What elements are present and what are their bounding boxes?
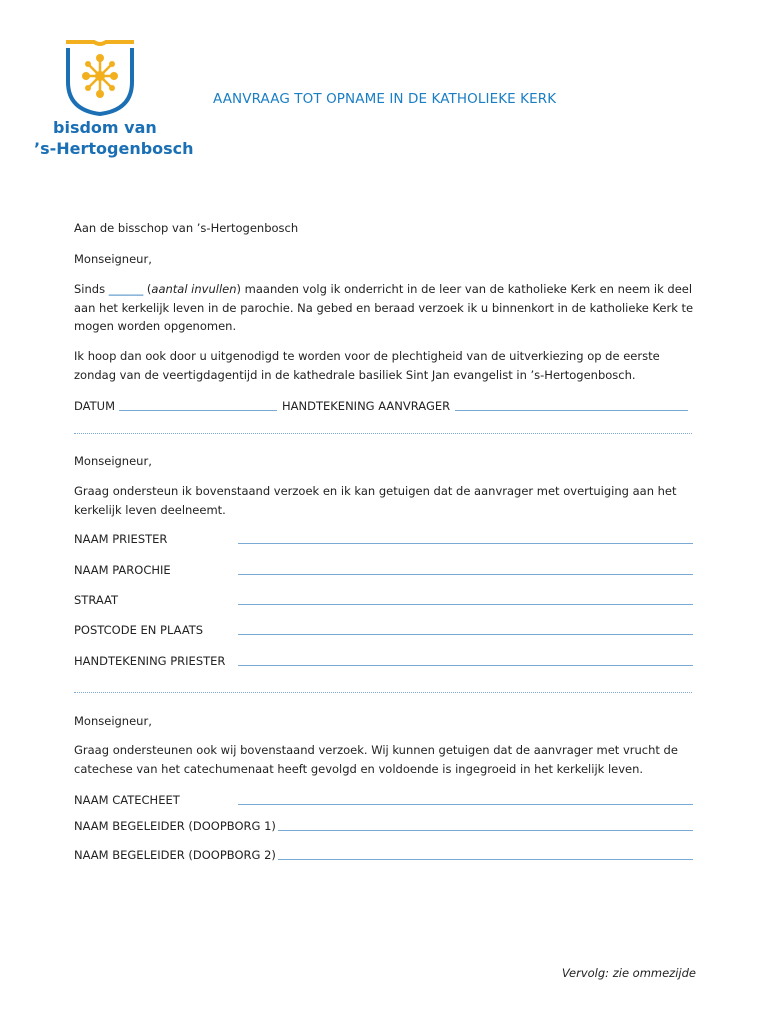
logo-text-line1: bisdom van — [53, 118, 157, 137]
request-paragraph — [74, 280, 694, 336]
date-field[interactable] — [119, 410, 277, 411]
salutation-3: Monseigneur, — [74, 714, 152, 728]
catechist-name-label: NAAM CATECHEET — [74, 793, 180, 807]
applicant-signature-field[interactable] — [455, 410, 688, 411]
address-line: Aan de bisschop van ’s-Hertogenbosch — [74, 221, 299, 235]
postcode-city-label: POSTCODE EN PLAATS — [74, 623, 204, 637]
priest-support-paragraph: Graag ondersteun ik bovenstaand verzoek en ik kan getuigen dat de aanvrager met overtuiging aan het kerkelijk leven deelneemt. — [74, 484, 677, 517]
priest-name-field[interactable] — [238, 543, 693, 544]
applicant-signature-label: HANDTEKENING AANVRAGER — [282, 399, 451, 413]
salutation-2: Monseigneur, — [74, 454, 152, 468]
street-field[interactable] — [238, 604, 693, 605]
priest-signature-field[interactable] — [238, 665, 693, 666]
sponsor2-name-label: NAAM BEGELEIDER (DOOPBORG 2) — [74, 848, 276, 862]
parish-name-label: NAAM PAROCHIE — [74, 563, 171, 577]
parish-name-field[interactable] — [238, 574, 693, 575]
priest-name-label: NAAM PRIESTER — [74, 532, 168, 546]
document-title: AANVRAAG TOT OPNAME IN DE KATHOLIEKE KERK — [213, 91, 557, 107]
sponsor1-name-label: NAAM BEGELEIDER (DOOPBORG 1) — [74, 819, 276, 833]
para1-prefix: Sinds — [74, 282, 109, 296]
para1-italic-hint: aantal invullen — [151, 282, 237, 296]
date-label: DATUM — [74, 399, 115, 413]
street-label: STRAAT — [74, 593, 119, 607]
postcode-city-field[interactable] — [238, 634, 693, 635]
para1-rest: ) maanden volg ik onderricht in de leer van de katholieke Kerk en neem ik deel aan het kerkelijk leven in de parochie. Na gebed en beraad verzoek ik u binnenkort in de katholieke Kerk te mogen worden opgenomen. — [74, 282, 694, 333]
catechist-name-field[interactable] — [238, 804, 693, 805]
para1-paren: ( — [143, 282, 152, 296]
priest-signature-label: HANDTEKENING PRIESTER — [74, 654, 226, 668]
section-divider-2 — [74, 692, 692, 693]
invitation-paragraph: Ik hoop dan ook door u uitgenodigd te worden voor de plechtigheid van de uitverkiezing op de eerste zondag van de veertigdagentijd in de kathedrale basiliek Sint Jan evangelist in ’s-Hertogenbosch. — [74, 349, 660, 382]
logo-text-line2: ’s-Hertogenbosch — [34, 139, 194, 158]
continued-note: Vervolg: zie ommezijde — [561, 966, 696, 980]
catechist-support-paragraph: Graag ondersteunen ook wij bovenstaand verzoek. Wij kunnen getuigen dat de aanvrager met vrucht de catechese van het catechumenaat heeft gevolgd en voldoende is ingegroeid in het kerkelijk leven. — [74, 743, 678, 776]
sponsor1-name-field[interactable] — [278, 830, 693, 831]
months-blank-field[interactable]: ______ — [108, 282, 144, 296]
salutation-1: Monseigneur, — [74, 252, 152, 266]
section-divider-1 — [74, 433, 692, 434]
diocese-crest-icon — [62, 36, 138, 116]
diocese-logo — [34, 36, 194, 160]
sponsor2-name-field[interactable] — [278, 859, 693, 860]
